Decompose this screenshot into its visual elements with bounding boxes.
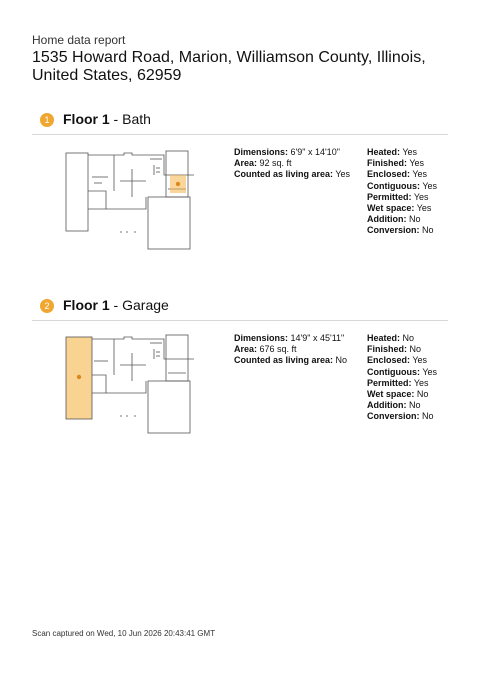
heated-row: Heated: No — [367, 333, 415, 343]
room-number-badge: 1 — [40, 113, 54, 127]
room-number-badge: 2 — [40, 299, 54, 313]
living-area-row: Counted as living area: Yes — [234, 169, 351, 180]
room-floor: Floor 1 — [63, 111, 110, 127]
wet-space-row: Wet space: Yes — [367, 203, 432, 214]
permitted-row: Permitted: Yes — [367, 191, 429, 202]
finished-row: Finished: Yes — [367, 158, 425, 169]
enclosed-row: Enclosed: Yes — [367, 355, 428, 366]
room-attributes — [367, 333, 437, 423]
scan-timestamp-footer: Scan captured on Wed, 10 Jun 2026 20:43:41 GMT — [32, 629, 216, 638]
room-section-bath — [32, 111, 448, 236]
room-floor: Floor 1 — [63, 297, 110, 313]
wet-space-row: Wet space: No — [367, 389, 429, 400]
area-row: Area: 676 sq. ft — [234, 344, 297, 355]
enclosed-row: Enclosed: Yes — [367, 169, 428, 180]
floor-plan-image — [62, 333, 194, 437]
floor-plan-image — [62, 149, 194, 253]
room-details — [234, 147, 350, 181]
heated-row: Heated: Yes — [367, 147, 418, 157]
living-area-row: Counted as living area: No — [234, 355, 348, 366]
address-title: 1535 Howard Road, Marion, Williamson County, Illinois, United States, 62959 — [32, 49, 426, 84]
room-header — [32, 299, 448, 321]
room-details — [234, 333, 347, 367]
dimensions-row: Dimensions: 6'9" x 14'10" — [234, 147, 340, 157]
room-title-separator: - — [109, 297, 123, 313]
addition-row: Addition: No — [367, 400, 421, 411]
finished-row: Finished: No — [367, 344, 422, 355]
room-title — [63, 297, 169, 313]
conversion-row: Conversion: No — [367, 225, 434, 236]
report-label: Home data report — [32, 33, 126, 47]
room-name: Garage — [122, 297, 169, 313]
contiguous-row: Contiguous: Yes — [367, 366, 438, 377]
contiguous-row: Contiguous: Yes — [367, 180, 438, 191]
addition-row: Addition: No — [367, 214, 421, 225]
room-attributes — [367, 147, 437, 237]
conversion-row: Conversion: No — [367, 411, 434, 422]
room-header — [32, 113, 448, 135]
dimensions-row: Dimensions: 14'9" x 45'11" — [234, 333, 345, 343]
permitted-row: Permitted: Yes — [367, 377, 429, 388]
room-name: Bath — [122, 111, 151, 127]
room-section-garage — [32, 297, 448, 422]
room-title — [63, 111, 151, 127]
room-title-separator: - — [109, 111, 123, 127]
area-row: Area: 92 sq. ft — [234, 158, 292, 169]
